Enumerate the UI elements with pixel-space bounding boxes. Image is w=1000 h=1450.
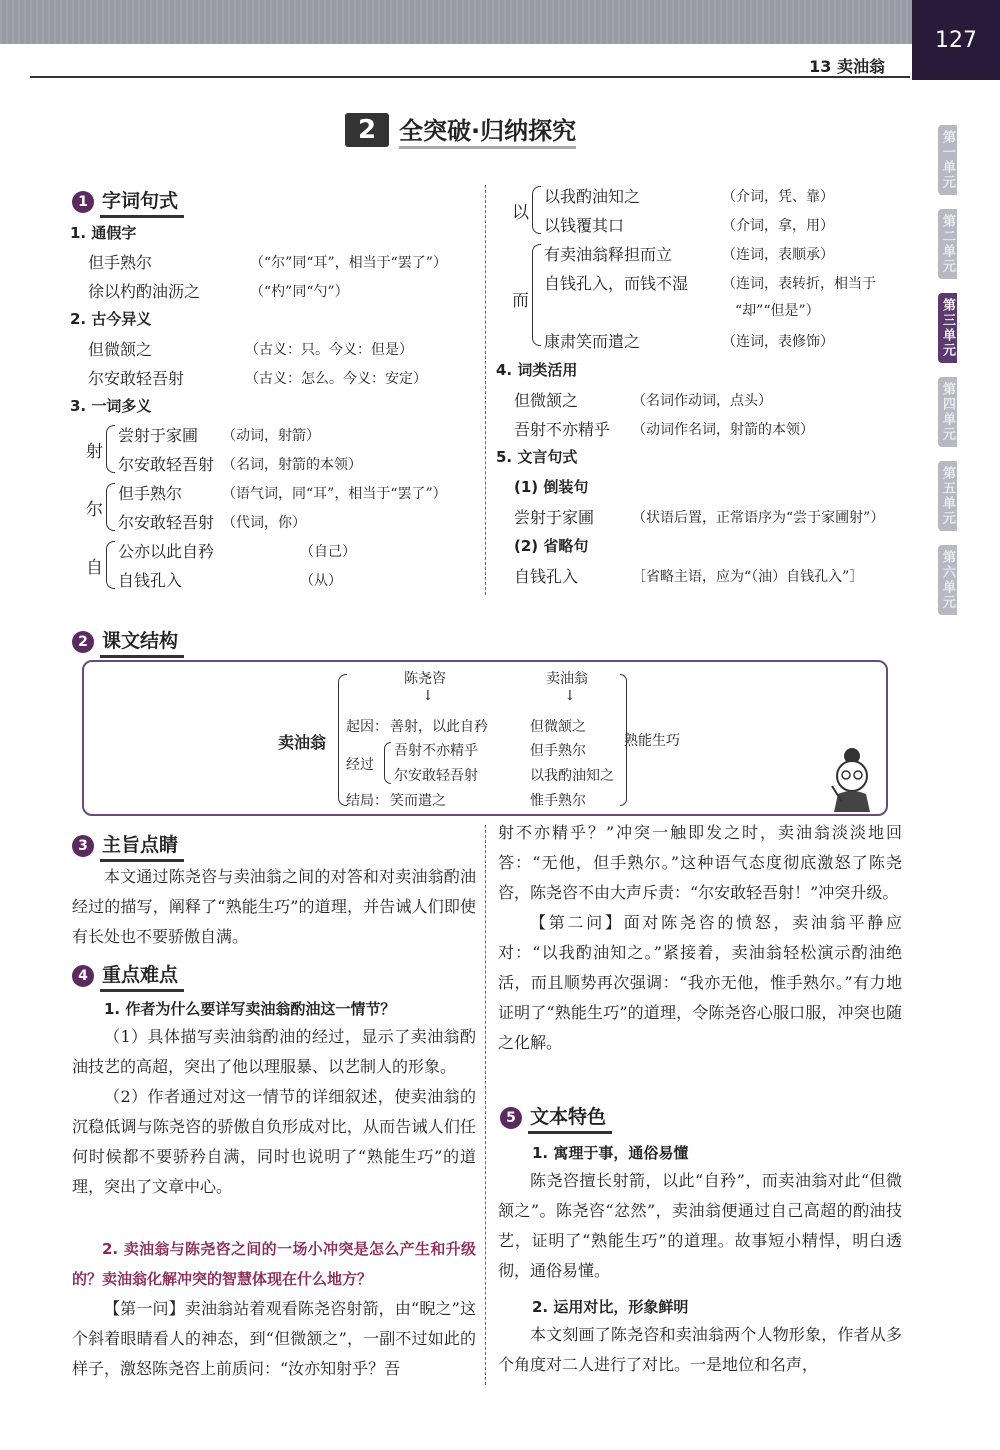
section-1-header — [72, 186, 184, 218]
key-question-1: 1. 作者为什么要详写卖油翁酌油这一情节？ — [104, 1000, 396, 1018]
section-4-header — [72, 960, 184, 992]
structure-row-b: 但手熟尔 — [530, 743, 586, 759]
gujin-text-1: 但微颔之 — [88, 340, 153, 359]
structure-main: 卖油翁 — [278, 733, 327, 752]
duoyi-note: （连词，表修饰） — [722, 334, 834, 350]
tongjia-text-1: 但手熟尔 — [88, 253, 153, 272]
huoyong-text-1: 但微颔之 — [514, 391, 579, 410]
duoyi-text: 尔安敢轻吾射 — [118, 455, 215, 474]
banner-badge: 2 — [345, 113, 389, 147]
structure-row-a: 吾射不亦精乎 — [394, 743, 478, 759]
structure-row-a: 笑而遣之 — [390, 793, 446, 809]
brace — [106, 425, 115, 473]
section-number: 4 — [72, 965, 94, 987]
duoyi-title: 3. 一词多义 — [70, 397, 152, 415]
duoyi-note: （介词，凭、靠） — [722, 189, 834, 205]
huoyong-note-2: （动词作名词，射箭的本领） — [632, 422, 814, 438]
key-answer-1: （1）具体描写卖油翁酌油的经过，显示了卖油翁酌油技艺的高超，突出了他以理服暴、以艺制人的形象。 （2）作者通过对这一情节的详细叙述，使卖油翁的沉稳低调与陈尧咨的骄傲自负形成对比，从而告诫人们任何时候都不要骄矜自满，同时也说明了“熟能生巧”的道理，突出了文章中心。 — [72, 1027, 476, 1196]
duoyi-text: 有卖油翁释担而立 — [544, 245, 673, 264]
duoyi-char-she: 射 — [86, 442, 103, 462]
duoyi-char-yi: 以 — [512, 203, 529, 223]
duoyi-char-zi: 自 — [86, 558, 103, 578]
theme-paragraph: 本文通过陈尧咨与卖油翁之间的对答和对卖油翁酌油经过的描写，阐释了“熟能生巧”的道理，并告诫人们即使有长处也不要骄傲自满。 — [72, 867, 476, 946]
huoyong-title: 4. 词类活用 — [496, 361, 578, 379]
gujin-title: 2. 古今异义 — [70, 310, 152, 328]
structure-result: 熟能生巧 — [624, 733, 680, 749]
brace — [532, 244, 541, 346]
section-2-header — [72, 626, 184, 658]
feature-2-title: 2. 运用对比，形象鲜明 — [532, 1298, 689, 1316]
duoyi-text: 自钱孔入 — [118, 571, 183, 590]
duoyi-note: （语气词，同“耳”，相当于“罢了”） — [222, 486, 447, 502]
gujin-note-1: （古义：只。今义：但是） — [245, 342, 413, 358]
structure-row-label: 经过 — [346, 757, 374, 773]
banner-title: 全突破·归纳探究 — [399, 111, 576, 149]
section-label: 课文结构 — [100, 626, 184, 658]
duoyi-text: 尔安敢轻吾射 — [118, 513, 215, 532]
tongjia-note-1: （“尔”同“耳”，相当于“罢了”） — [250, 255, 447, 271]
side-tab-unit-3[interactable]: 第三单元 — [938, 293, 957, 363]
section-label: 字词句式 — [100, 186, 184, 218]
brace — [384, 742, 391, 784]
section-label: 重点难点 — [100, 960, 184, 992]
column-divider — [485, 185, 486, 595]
key-answer-2b: 射不亦精乎？”冲突一触即发之时，卖油翁淡淡地回答：“无他，但手熟尔。”这种语气态度彻底激怒了陈尧咨，陈尧咨不由大声斥责：“尔安敢轻吾射！”冲突升级。 【第二问】面对陈尧咨的愤怒，卖油翁平静应对：“以我酌油知之。”紧接着，卖油翁轻松演示酌油绝活，而且顺势再次强调：“我亦无他，惟手熟尔。”有力地证明了“熟能生巧”的道理，令陈尧咨心服口服，冲突也随之化解。 — [498, 823, 902, 1052]
duoyi-note: （连词，表转折，相当于 — [722, 276, 876, 292]
section-label: 文本特色 — [528, 1102, 612, 1134]
feature-1-title: 1. 寓理于事，通俗易懂 — [532, 1144, 689, 1162]
duoyi-text: 公亦以此自矜 — [118, 542, 215, 561]
tongjia-text-2: 徐以杓酌油沥之 — [88, 282, 201, 301]
section-number: 2 — [72, 631, 94, 653]
daozhuang-title: (1) 倒装句 — [514, 478, 589, 496]
jushi-title: 5. 文言句式 — [496, 448, 578, 466]
tongjia-note-2: （“杓”同“勺”） — [250, 284, 349, 300]
duoyi-note: （连词，表顺承） — [722, 247, 834, 263]
section-label: 主旨点睛 — [100, 830, 184, 862]
duoyi-note: （自己） — [300, 544, 356, 560]
header-rule — [30, 76, 910, 78]
side-tab-unit-2[interactable]: 第二单元 — [938, 209, 957, 279]
tongjia-title: 1. 通假字 — [70, 224, 137, 242]
section-number: 5 — [500, 1107, 522, 1129]
duoyi-note: （代词，你） — [222, 515, 306, 531]
duoyi-text: 尝射于家圃 — [118, 426, 199, 445]
brace — [106, 541, 115, 589]
duoyi-note: “却”“但是”） — [735, 303, 820, 319]
duoyi-note: （动词，射箭） — [222, 428, 320, 444]
duoyi-note: （介词，拿，用） — [722, 218, 834, 234]
side-tab-unit-5[interactable]: 第五单元 — [938, 461, 957, 531]
structure-diagram — [82, 660, 888, 816]
brace — [532, 186, 541, 234]
column-divider — [485, 825, 486, 1385]
feature-2-text: 本文刻画了陈尧咨和卖油翁两个人物形象，作者从多个角度对二人进行了对比。一是地位和名声， — [498, 1325, 902, 1374]
feature-1-text: 陈尧咨擅长射箭，以此“自矜”，而卖油翁对此“但微颔之”。陈尧咨“忿然”，卖油翁便通过自己高超的酌油技艺，证明了“熟能生巧”的道理。故事短小精悍，明白透彻，通俗易懂。 — [498, 1171, 902, 1280]
banner — [345, 112, 576, 148]
gujin-text-2: 尔安敢轻吾射 — [88, 369, 185, 388]
side-tab-unit-4[interactable]: 第四单元 — [938, 377, 957, 447]
structure-row-a: 善射，以此自矜 — [390, 719, 488, 735]
duoyi-text: 康肃笑而遣之 — [544, 332, 641, 351]
duoyi-text: 以我酌油知之 — [544, 187, 641, 206]
duoyi-note: （从） — [300, 573, 342, 589]
brace — [106, 483, 115, 531]
huoyong-note-1: （名词作动词，点头） — [632, 393, 772, 409]
down-arrow-icon: ↓ — [422, 688, 434, 704]
structure-row-b: 但微颔之 — [530, 719, 586, 735]
huoyong-text-2: 吾射不亦精乎 — [514, 420, 611, 439]
structure-row-label: 结局： — [346, 793, 388, 809]
gujin-note-2: （古义：怎么。今义：安定） — [245, 371, 427, 387]
section-number: 3 — [72, 835, 94, 857]
duoyi-text: 自钱孔入，而钱不湿 — [544, 274, 689, 293]
structure-row-b: 以我酌油知之 — [530, 768, 614, 784]
daozhuang-text: 尝射于家圃 — [514, 508, 595, 527]
key-answer-2a: 【第一问】卖油翁站着观看陈尧咨射箭，由“睨之”这个斜着眼睛看人的神态，到“但微颔之”，一副不过如此的样子，激怒陈尧咨上前质问：“汝亦知射乎？吾 — [72, 1299, 476, 1378]
chapter-title: 13 卖油翁 — [809, 57, 885, 76]
duoyi-char-er2: 而 — [512, 291, 529, 311]
teacher-cartoon-icon — [826, 742, 880, 812]
structure-row-label: 起因： — [346, 719, 388, 735]
shenglue-note: ［省略主语，应为“（油）自钱孔入”］ — [632, 569, 864, 585]
key-question-2: 2. 卖油翁与陈尧咨之间的一场小冲突是怎么产生和升级的？卖油翁化解冲突的智慧体现在什么地方？ — [72, 1240, 476, 1288]
side-tab-unit-6[interactable]: 第六单元 — [938, 545, 957, 615]
duoyi-char-er: 尔 — [86, 500, 103, 520]
duoyi-text: 以钱覆其口 — [544, 216, 625, 235]
duoyi-text: 但手熟尔 — [118, 484, 183, 503]
brace — [338, 674, 347, 806]
side-tab-unit-1[interactable]: 第一单元 — [938, 125, 957, 195]
page-number: 127 — [912, 0, 1000, 80]
down-arrow-icon: ↓ — [564, 688, 576, 704]
structure-col1-head: 陈尧咨 — [404, 671, 446, 687]
header-band — [0, 0, 912, 44]
structure-col2-head: 卖油翁 — [546, 671, 588, 687]
side-tabs — [938, 125, 1000, 629]
daozhuang-note: （状语后置，正常语序为“尝于家圃射”） — [632, 510, 885, 526]
shenglue-text: 自钱孔入 — [514, 567, 579, 586]
structure-row-a: 尔安敢轻吾射 — [394, 768, 478, 784]
section-number: 1 — [72, 191, 94, 213]
shenglue-title: (2) 省略句 — [514, 537, 589, 555]
section-5-header — [500, 1102, 612, 1134]
structure-row-b: 惟手熟尔 — [530, 793, 586, 809]
duoyi-note: （名词，射箭的本领） — [222, 457, 362, 473]
section-3-header — [72, 830, 184, 862]
